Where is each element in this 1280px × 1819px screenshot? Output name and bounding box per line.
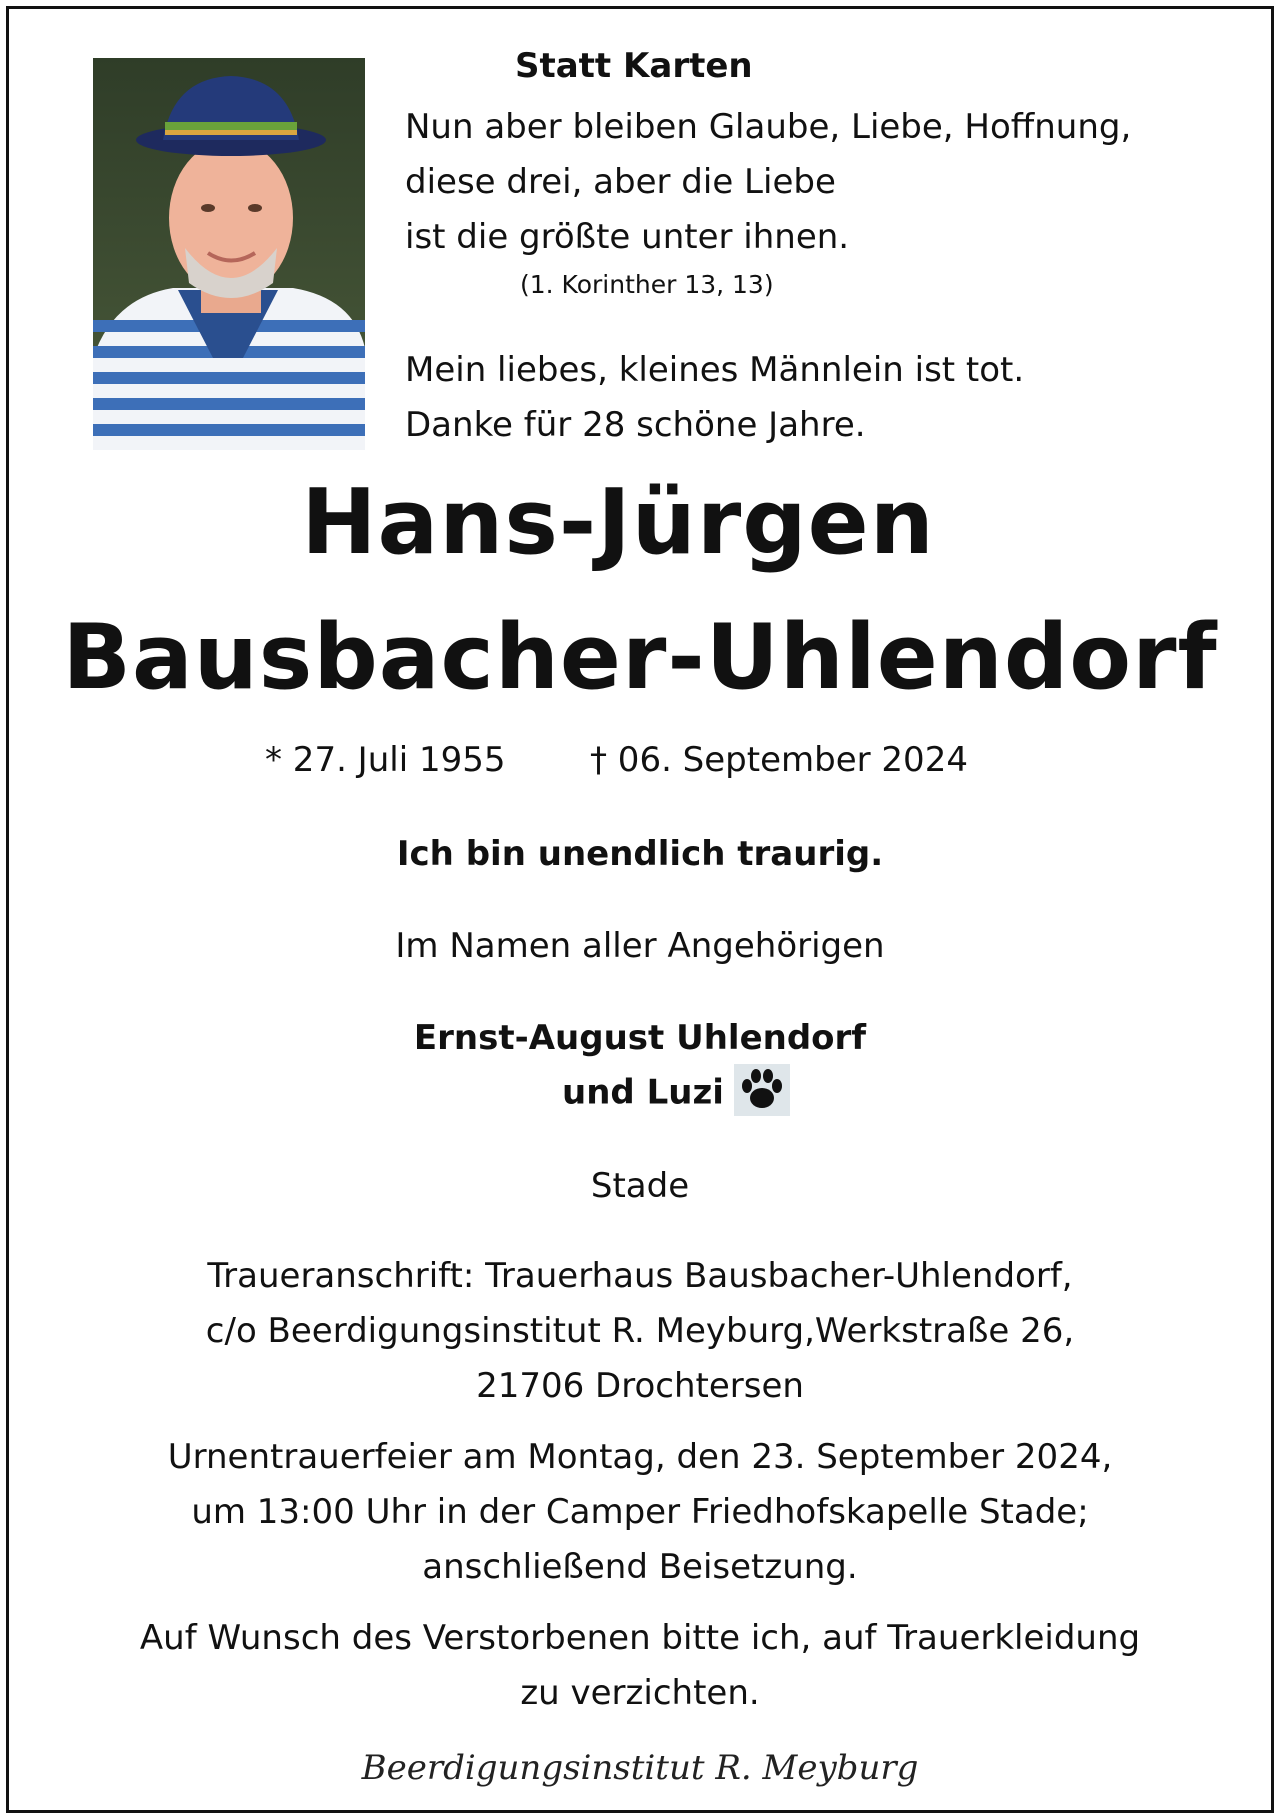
- address-line-3: 21706 Drochtersen: [476, 1366, 804, 1406]
- address-line-1: Traueranschrift: Trauerhaus Bausbacher-Uhlendorf,: [207, 1256, 1073, 1296]
- family-pet-line: [562, 1068, 790, 1120]
- sorrow-statement: Ich bin unendlich traurig.: [396, 834, 884, 874]
- request-line-2: zu verzichten.: [520, 1673, 760, 1713]
- undertaker-signature: Beerdigungsinstitut R. Meyburg: [361, 1748, 919, 1788]
- family-name: Ernst-August Uhlendorf: [413, 1018, 867, 1058]
- family-pet: und Luzi: [562, 1072, 724, 1113]
- verse-line-3: ist die größte unter ihnen.: [405, 217, 850, 257]
- verse-line-2: diese drei, aber die Liebe: [405, 162, 836, 202]
- header-title: Statt Karten: [515, 46, 753, 86]
- verse-reference: (1. Korinther 13, 13): [520, 270, 774, 299]
- death-date: † 06. September 2024: [590, 740, 968, 780]
- message-line-2: Danke für 28 schöne Jahre.: [405, 405, 866, 445]
- ceremony-line-3: anschließend Beisetzung.: [422, 1547, 858, 1587]
- birth-date: * 27. Juli 1955: [265, 740, 506, 780]
- message-line-1: Mein liebes, kleines Männlein ist tot.: [405, 350, 1025, 390]
- deceased-first-name: Hans-Jürgen: [301, 470, 935, 575]
- verse-line-1: Nun aber bleiben Glaube, Liebe, Hoffnung,: [405, 107, 1132, 147]
- paw-icon: [734, 1064, 790, 1116]
- ceremony-line-1: Urnentrauerfeier am Montag, den 23. September 2024,: [167, 1437, 1113, 1477]
- deceased-last-name: Bausbacher-Uhlendorf: [62, 605, 1218, 710]
- address-line-2: c/o Beerdigungsinstitut R. Meyburg,Werkstraße 26,: [205, 1311, 1075, 1351]
- request-line-1: Auf Wunsch des Verstorbenen bitte ich, auf Trauerkleidung: [139, 1618, 1141, 1658]
- portrait-photo: [93, 58, 365, 450]
- family-intro: Im Namen aller Angehörigen: [395, 926, 885, 966]
- ceremony-line-2: um 13:00 Uhr in der Camper Friedhofskapelle Stade;: [191, 1492, 1089, 1532]
- place: Stade: [590, 1166, 690, 1206]
